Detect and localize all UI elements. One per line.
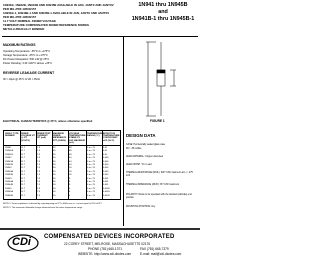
table-cell: 0.002	[103, 167, 109, 170]
table-cell: 0.0005	[103, 191, 110, 194]
max-rating-line-2: Storage Temperature: -65°C to +175°C	[3, 54, 48, 57]
table-header: ZENER VOLTAGE VZ @ IZT (VOLTS)	[21, 133, 35, 142]
table-cell: 0.005	[103, 164, 109, 166]
table-cell: 30	[53, 187, 56, 190]
table-cell: 30	[53, 170, 56, 173]
table-cell: 0 to +75	[87, 170, 95, 173]
table-cell: 4	[69, 194, 71, 197]
max-ratings-title: MAXIMUM RATINGS	[3, 43, 36, 47]
table-cell: 0 to +75	[87, 187, 95, 190]
table-cell: 0 to +75	[87, 157, 95, 160]
note-1: NOTE 1: Zener impedance is derived by superimposing on IZT a 60Hz rms a.c. current equal to 10% of IZT.	[3, 203, 102, 205]
company-email: E-mail: mail@cdi-diodes.com	[140, 252, 182, 256]
table-cell: 0.001	[103, 177, 109, 180]
table-cell: 11.7	[21, 177, 26, 180]
reverse-leakage-title: REVERSE LEAKAGE CURRENT	[3, 71, 55, 75]
table-cell: 7.5	[37, 157, 41, 160]
table-cell: 44	[69, 157, 72, 160]
table-cell: 1N941	[5, 147, 12, 149]
table-cell: 0 to +75	[87, 184, 95, 187]
logo-text: CDi	[12, 236, 31, 248]
table-cell: 11.7	[21, 194, 26, 197]
table-cell: 11.7	[21, 174, 26, 177]
design-data-line-1: CASE: Hermetically sealed glass case	[126, 144, 166, 146]
table-cell: 18	[69, 170, 72, 173]
cathode-band	[157, 70, 165, 73]
table-cell: 88	[69, 150, 72, 153]
table-cell: 44	[69, 160, 72, 163]
table-cell: 30	[53, 157, 56, 160]
max-rating-line-3: DC Power Dissipation: 500 mW @ 25°C	[3, 58, 50, 61]
table-cell: 11.7	[21, 191, 26, 194]
table-cell: 0.01	[103, 153, 108, 156]
company-fax: FAX (781) 665-7379	[140, 247, 169, 251]
electrical-characteristics-title: ELECTRICAL CHARACTERISTICS @ 25°C, unless otherwise specified	[3, 120, 93, 123]
table-cell: 30	[53, 153, 56, 156]
table-cell: 11.7	[21, 160, 26, 163]
table-cell: 1N944B	[5, 184, 13, 187]
table-cell: 0.01	[103, 150, 108, 153]
table-cell: 11.7	[21, 167, 26, 170]
table-cell: 7.5	[37, 150, 41, 153]
table-cell: 0 to +75	[87, 167, 95, 170]
company-address: 22 COREY STREET, MELROSE, MASSACHUSETTS 02176	[64, 242, 151, 246]
table-cell: 7.5	[37, 177, 41, 180]
table-header: TEMPERATURE RANGE (°C)	[87, 133, 104, 138]
table-cell: 7.5	[37, 170, 41, 173]
table-cell: 9	[69, 177, 71, 180]
table-cell: 0.002	[103, 170, 109, 173]
table-cell: 7.5	[37, 174, 41, 177]
part-range-line-1: 1N941 thru 1N945B	[138, 2, 188, 8]
table-cell: 30	[53, 150, 56, 153]
table-cell: 0.0005	[103, 187, 110, 190]
table-cell: 1N945A	[5, 191, 13, 194]
table-header: ZENER TEST CURRENT IZT (mA)	[37, 133, 51, 140]
table-cell: 88	[69, 147, 72, 149]
table-cell: 11.7	[21, 157, 26, 160]
table-cell: 0 to +75	[87, 194, 95, 197]
table-cell: 7.5	[37, 194, 41, 197]
table-cell: 30	[53, 191, 56, 194]
table-cell: 0 to +75	[87, 164, 95, 166]
header-line-2: PER MIL-PRF-19500/157	[3, 7, 37, 11]
company-website: WEBSITE: http://www.cdi-diodes.com	[78, 252, 132, 256]
table-cell: 30	[53, 177, 56, 180]
table-cell: 0 to +75	[87, 181, 95, 183]
table-cell: 30	[53, 181, 56, 183]
table-cell: 11.7	[21, 147, 26, 149]
table-cell: 30	[53, 174, 56, 177]
table-cell: 0.001	[103, 184, 109, 187]
design-data-line-8: MOUNTING POSITION: Any	[126, 206, 156, 208]
table-cell: 30	[53, 184, 56, 187]
table-cell: 0.005	[103, 160, 109, 163]
header-line-4: PER MIL-PRF-19500/157	[3, 15, 37, 19]
table-cell: 1N944A	[5, 181, 13, 183]
note-2: NOTE 2: The maximum allowable change observed over the entire temperature range.	[3, 207, 83, 209]
reverse-leakage-line: IR = 10µA @ 25°C & VR = 8Vdc	[3, 78, 41, 81]
table-cell: 44	[69, 164, 72, 166]
table-cell: 18	[69, 174, 72, 177]
header-line-6: TEMPERATURE COMPENSATED ZENER REFERENCE DIODES	[3, 23, 89, 27]
table-cell: 11.7	[21, 170, 26, 173]
table-cell: 0.0005	[103, 194, 110, 197]
table-cell: 7.5	[37, 160, 41, 163]
figure-caption: FIGURE 1	[150, 119, 165, 123]
table-cell: 11.7	[21, 187, 26, 190]
table-cell: 9	[69, 181, 71, 183]
table-cell: 0.005	[103, 157, 109, 160]
company-name: COMPENSATED DEVICES INCORPORATED	[44, 234, 175, 240]
table-cell: 0.002	[103, 174, 109, 177]
table-cell: 1N944	[5, 177, 12, 180]
table-cell: 7.5	[37, 167, 41, 170]
table-cell: 88	[69, 153, 72, 156]
table-cell: 0.01	[103, 147, 108, 149]
table-cell: 1N943A	[5, 170, 13, 173]
table-cell: 11.7	[21, 181, 26, 183]
table-cell: 1N943	[5, 167, 12, 170]
table-cell: 0 to +75	[87, 147, 95, 149]
table-cell: 18	[69, 167, 72, 170]
header-divider	[2, 36, 198, 37]
table-cell: 7.5	[37, 147, 41, 149]
table-cell: 11.7	[21, 184, 26, 187]
table-cell: 1N942	[5, 157, 12, 160]
design-data-line-2: DO - 35 outline	[126, 148, 142, 150]
table-cell: 7.5	[37, 184, 41, 187]
table-cell: 1N942B	[5, 164, 13, 166]
table-cell: 1N942A	[5, 160, 13, 163]
table-cell: 0 to +75	[87, 160, 95, 163]
table-cell: 30	[53, 167, 56, 170]
max-rating-line-1: Operating Temperature: -65°C to +175°C	[3, 50, 51, 53]
table-header: VOLTAGE TEMPERATURE STABILITY ΔVZ MAXIMUM (mV)	[69, 133, 86, 144]
table-cell: 1N945B	[5, 194, 13, 197]
table-cell: 7.5	[37, 164, 41, 166]
table-cell: 11.7	[21, 153, 26, 156]
table-cell: 30	[53, 160, 56, 163]
design-data-line-4: LEAD FINISH: Tin / Lead	[126, 164, 152, 166]
company-phone: PHONE (781) 665-1071	[88, 247, 123, 251]
table-cell: 1N943B	[5, 174, 13, 177]
table-cell: 0 to +75	[87, 153, 95, 156]
table-cell: 9	[69, 184, 71, 187]
design-data-line-7: POLARITY: Diode to be operated with the banded (cathode) end positive	[126, 194, 192, 199]
table-cell: 7.5	[37, 153, 41, 156]
table-cell: 30	[53, 194, 56, 197]
header-line-3: 1N941B-1, 1N943B-1 AND 1N945B-1 AVAILABLE IN JAN, JANTX AND JANTXV	[3, 11, 110, 15]
table-cell: 30	[53, 147, 56, 149]
footer-band	[0, 228, 200, 230]
diode-outline-figure	[126, 40, 196, 118]
table-cell: 4	[69, 191, 71, 194]
design-data-line-5: THERMAL RESISTANCE (RθJL): 300 °C/W maximum at L = .375 inch	[126, 172, 193, 177]
table-cell: 7.5	[37, 187, 41, 190]
company-logo	[6, 233, 40, 253]
table-cell: 30	[53, 164, 56, 166]
max-rating-line-4: Power Derating: 3.33 mW/°C above +25°C	[3, 62, 53, 65]
header-line-7: METALLURGICALLY BONDED	[3, 27, 45, 31]
electrical-characteristics-table	[3, 130, 121, 200]
table-cell: 11.7	[21, 164, 26, 166]
table-header: MAXIMUM ZENER IMPEDANCE ZZT (OHMS)	[53, 133, 67, 142]
table-cell: 1N941A	[5, 150, 13, 153]
part-range-line-2: and	[158, 9, 168, 15]
table-cell: 1N945	[5, 187, 12, 190]
design-data-line-6: THERMAL IMPEDANCE (ZθJX): 35 °C/W maximum	[126, 184, 180, 186]
table-cell: 0 to +75	[87, 150, 95, 153]
table-header: EFFECTIVE TEMPERATURE COEFFICIENT αVZ (%/°C)	[103, 133, 120, 142]
table-cell: 7.5	[37, 191, 41, 194]
table-cell: 0.001	[103, 181, 109, 183]
table-cell: 1N941B	[5, 153, 13, 156]
design-data-title: DESIGN DATA	[126, 133, 156, 138]
header-line-5: 11.7 VOLT NOMINAL ZENER VOLTAGE	[3, 19, 56, 23]
table-header: JEDEC TYPE NUMBER	[5, 133, 19, 138]
table-cell: 0 to +75	[87, 174, 95, 177]
design-data-line-3: LEAD MATERIAL: Copper clad steel	[126, 156, 164, 158]
table-cell: 11.7	[21, 150, 26, 153]
table-cell: 0 to +75	[87, 177, 95, 180]
table-cell: 4	[69, 187, 71, 190]
table-cell: 7.5	[37, 181, 41, 183]
table-cell: 0 to +75	[87, 191, 95, 194]
column-divider	[123, 36, 124, 226]
header-line-1: 1N941B, 1N942B, 1N943B AND 1N945B AVAILABLE IN JAN, JANTX AND JANTXV	[3, 3, 114, 7]
part-range-line-3: 1N941B-1 thru 1N945B-1	[131, 16, 195, 22]
